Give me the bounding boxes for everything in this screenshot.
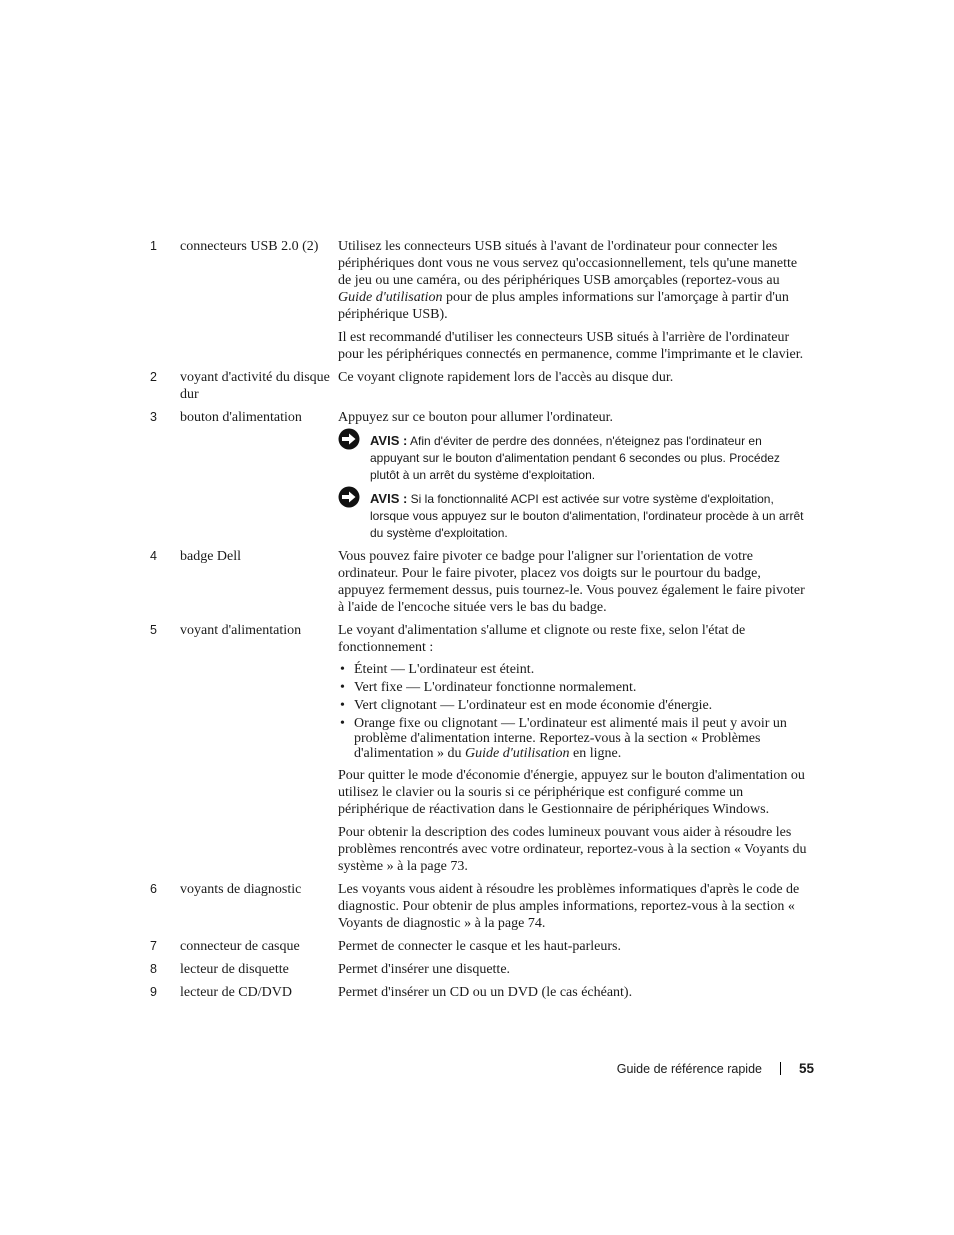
item-name: badge Dell xyxy=(180,549,242,564)
item-description xyxy=(338,409,810,542)
notice-text xyxy=(370,432,810,484)
item-name: voyant d'alimentation xyxy=(180,623,302,638)
text-run: pour de plus amples informations sur l'amorçage à partir d'un périphérique USB). xyxy=(338,290,789,322)
notice-block xyxy=(338,432,810,484)
table-row xyxy=(150,238,810,363)
item-number: 7 xyxy=(150,939,157,953)
item-description xyxy=(338,622,810,875)
status-list xyxy=(338,662,810,761)
description-paragraph: Permet d'insérer un CD ou un DVD (le cas échéant). xyxy=(338,985,633,1000)
list-item: • Éteint — L'ordinateur est éteint. xyxy=(338,662,810,677)
table-row xyxy=(150,409,810,542)
description-paragraph: Les voyants vous aident à résoudre les problèmes informatiques d'après le code de diagnostic. Pour obtenir de plus amples informations, reportez-vous à la section « Voyants de diagnostic » à la page 74. xyxy=(338,882,800,931)
notice-body: Afin d'éviter de perdre des données, n'éteignez pas l'ordinateur en appuyant sur le bouton d'alimentation pendant 6 secondes ou plus. Procédez plutôt à un arrêt du système d'exploitation. xyxy=(370,434,780,482)
description-paragraph xyxy=(338,238,810,323)
item-description xyxy=(338,961,810,978)
footer-divider xyxy=(780,1062,781,1075)
notice-label: AVIS : xyxy=(370,491,408,506)
table-row xyxy=(150,622,810,875)
notice-text xyxy=(370,490,810,542)
notice-label: AVIS : xyxy=(370,433,408,448)
item-description xyxy=(338,881,810,932)
description-paragraph: Il est recommandé d'utiliser les connecteurs USB situés à l'arrière de l'ordinateur pour les périphériques connectés en permanence, comme l'imprimante et le clavier. xyxy=(338,330,804,362)
item-name: voyants de diagnostic xyxy=(180,882,302,897)
description-paragraph: Le voyant d'alimentation s'allume et clignote ou reste fixe, selon l'état de fonctionnement : xyxy=(338,623,746,655)
item-number: 2 xyxy=(150,370,157,384)
notice-arrow-icon xyxy=(338,428,360,450)
notice-body: Si la fonctionnalité ACPI est activée sur votre système d'exploitation, lorsque vous appuyez sur le bouton d'alimentation, l'ordinateur procède à un arrêt du système d'exploitation. xyxy=(370,492,804,540)
item-number: 6 xyxy=(150,882,157,896)
item-description xyxy=(338,548,810,616)
table-row xyxy=(150,369,810,403)
list-item: • Vert fixe — L'ordinateur fonctionne normalement. xyxy=(338,680,810,695)
component-table xyxy=(150,238,810,1007)
description-paragraph: Appuyez sur ce bouton pour allumer l'ordinateur. xyxy=(338,410,614,425)
notice-block xyxy=(338,490,810,542)
footer-title: Guide de référence rapide xyxy=(616,1061,762,1076)
table-row xyxy=(150,938,810,955)
list-item: • Vert clignotant — L'ordinateur est en mode économie d'énergie. xyxy=(338,698,810,713)
italic-reference: Guide d'utilisation xyxy=(465,746,570,761)
item-name: lecteur de CD/DVD xyxy=(180,985,292,1000)
table-row xyxy=(150,548,810,616)
page-footer xyxy=(617,1061,814,1076)
notice-arrow-icon xyxy=(338,486,360,508)
item-number: 4 xyxy=(150,549,157,563)
description-paragraph: Permet d'insérer une disquette. xyxy=(338,962,511,977)
table-row xyxy=(150,961,810,978)
text-run: Orange fixe ou clignotant — L'ordinateur est alimenté mais il peut y avoir un problème d'alimentation interne. Reportez-vous à la section « Problèmes d'alimentation » du xyxy=(354,716,787,761)
item-name: lecteur de disquette xyxy=(180,962,289,977)
item-description xyxy=(338,238,810,363)
item-number: 8 xyxy=(150,962,157,976)
description-paragraph: Pour obtenir la description des codes lumineux pouvant vous aider à résoudre les problèmes rencontrés avec votre ordinateur, reportez-vous à la section « Voyants du système » à la page 73. xyxy=(338,825,807,874)
item-number: 9 xyxy=(150,985,157,999)
list-item xyxy=(338,716,810,761)
item-name: connecteur de casque xyxy=(180,939,300,954)
item-number: 3 xyxy=(150,410,157,424)
page-number: 55 xyxy=(798,1061,814,1076)
table-row xyxy=(150,881,810,932)
item-description xyxy=(338,369,810,403)
description-paragraph: Permet de connecter le casque et les haut-parleurs. xyxy=(338,939,621,954)
item-number: 5 xyxy=(150,623,157,637)
description-paragraph: Ce voyant clignote rapidement lors de l'accès au disque dur. xyxy=(338,370,674,385)
item-description xyxy=(338,984,810,1001)
italic-reference: Guide d'utilisation xyxy=(338,290,443,305)
text-run: en ligne. xyxy=(569,746,622,761)
description-paragraph: Vous pouvez faire pivoter ce badge pour l'aligner sur l'orientation de votre ordinateur. Pour le faire pivoter, placez vos doigts sur le pourtour du badge, appuyez fermement dessus, puis tournez-le. Vous pouvez également le faire pivoter à l'aide de l'encoche située vers le bas du badge. xyxy=(338,549,805,615)
item-name: voyant d'activité du disque dur xyxy=(180,370,330,402)
item-name: connecteurs USB 2.0 (2) xyxy=(180,239,319,254)
description-paragraph: Pour quitter le mode d'économie d'énergie, appuyez sur le bouton d'alimentation ou utilisez le clavier ou la souris si ce périphérique est configuré comme un périphérique de réactivation dans le Gestionnaire de périphériques Windows. xyxy=(338,768,805,817)
item-description xyxy=(338,938,810,955)
item-name: bouton d'alimentation xyxy=(180,410,302,425)
table-row xyxy=(150,984,810,1001)
text-run: Utilisez les connecteurs USB situés à l'avant de l'ordinateur pour connecter les périphériques dont vous ne vous servez qu'occasionnellement, tels qu'une manette de jeu ou une caméra, ou des périphériques USB amorçables (reportez-vous au xyxy=(338,239,798,288)
item-number: 1 xyxy=(150,239,157,253)
